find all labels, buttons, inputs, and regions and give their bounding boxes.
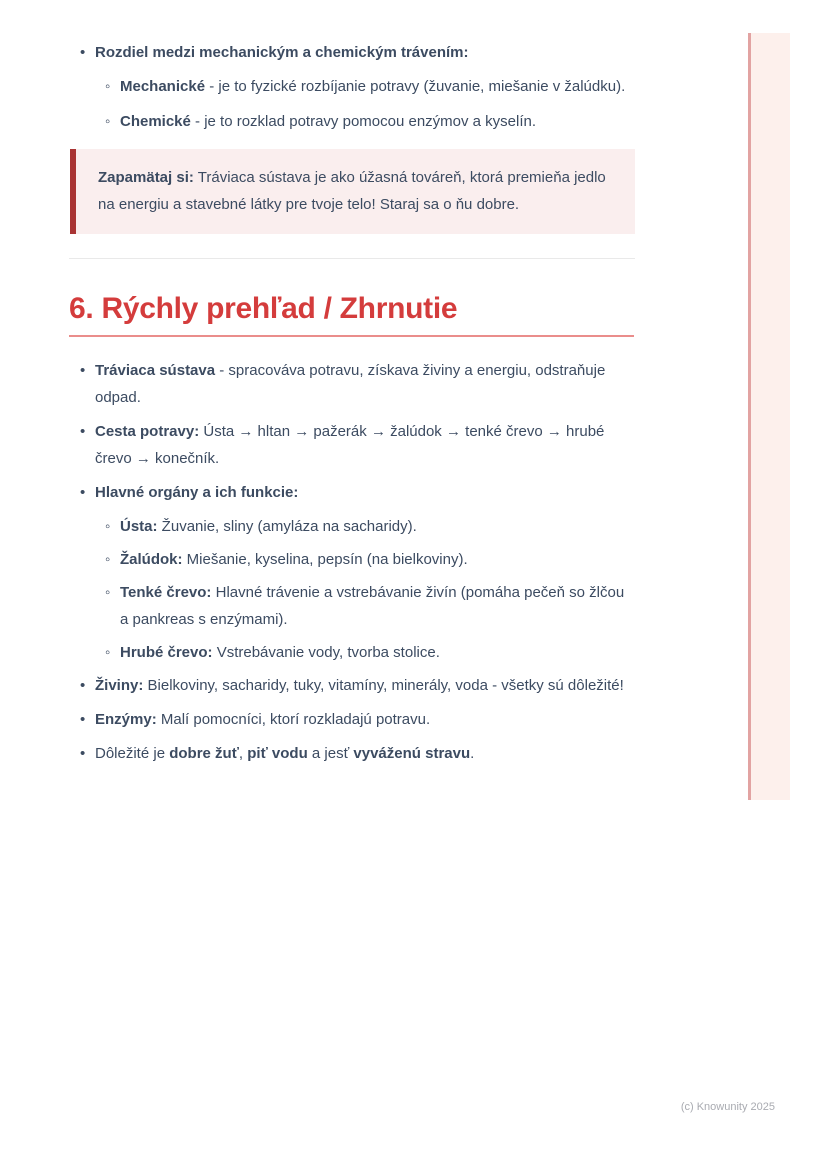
list-item-text: Mechanické - je to fyzické rozbíjanie potravy (žuvanie, miešanie v žalúdku). <box>120 78 626 95</box>
list-item <box>69 740 634 767</box>
list-item-text: Tenké črevo: Hlavné trávenie a vstrebávanie živín (pomáha pečeň so žlčou a pankreas s enzýmami). <box>120 584 625 628</box>
bullet-icon: • <box>80 745 86 762</box>
list-item <box>69 109 634 135</box>
list-item <box>69 74 634 100</box>
sub-bullet-icon: ◦ <box>105 113 111 130</box>
remember-callout-box <box>70 149 635 234</box>
sub-bullet-icon: ◦ <box>105 78 111 95</box>
sub-bullet-icon: ◦ <box>105 644 111 661</box>
list-item-text: Hlavné orgány a ich funkcie: <box>95 484 299 501</box>
sub-bullet-icon: ◦ <box>105 518 111 535</box>
digestion-types-list <box>69 40 634 135</box>
list-item-text: Živiny: Bielkoviny, sacharidy, tuky, vitamíny, minerály, voda - všetky sú dôležité! <box>95 677 624 694</box>
summary-list <box>69 357 634 767</box>
list-item <box>69 706 634 733</box>
bullet-icon: • <box>80 423 86 440</box>
list-item <box>69 513 634 540</box>
document-content <box>69 0 634 774</box>
page-footer: (c) Knowunity 2025 <box>680 1101 775 1113</box>
list-item <box>69 639 634 666</box>
bullet-icon: • <box>80 484 86 501</box>
list-item-text: Enzýmy: Malí pomocníci, ktorí rozkladajú potravu. <box>95 711 431 728</box>
list-item <box>69 672 634 699</box>
list-item <box>69 546 634 573</box>
list-item <box>69 418 634 472</box>
sub-bullet-icon: ◦ <box>105 584 111 601</box>
section-heading: 6. Rýchly prehľad / Zhrnutie <box>69 292 458 325</box>
list-item <box>69 579 634 633</box>
list-item <box>69 40 634 66</box>
list-item-text: Cesta potravy: Ústa → hltan → pažerák → žalúdok → tenké črevo → hrubé črevo → konečník. <box>95 423 605 467</box>
list-item <box>69 479 634 506</box>
page-edge-decoration <box>748 33 790 800</box>
list-item-text: Chemické - je to rozklad potravy pomocou enzýmov a kyselín. <box>120 113 537 130</box>
section-divider <box>69 258 635 259</box>
list-item-text: Rozdiel medzi mechanickým a chemickým trávením: <box>95 44 469 61</box>
list-item <box>69 357 634 411</box>
list-item-text: Žalúdok: Miešanie, kyselina, pepsín (na bielkoviny). <box>120 551 468 568</box>
bullet-icon: • <box>80 711 86 728</box>
sub-bullet-icon: ◦ <box>105 551 111 568</box>
list-item-text: Tráviaca sústava - spracováva potravu, získava živiny a energiu, odstraňuje odpad. <box>95 362 606 406</box>
organs-sublist <box>69 513 634 666</box>
callout-text: Zapamätaj si: Tráviaca sústava je ako úžasná továreň, ktorá premieňa jedlo na energiu a stavebné látky pre tvoje telo! Staraj sa o ňu dobre. <box>98 169 606 213</box>
list-item-text: Ústa: Žuvanie, sliny (amyláza na sacharidy). <box>120 518 417 535</box>
bullet-icon: • <box>80 362 86 379</box>
list-item-text: Hrubé črevo: Vstrebávanie vody, tvorba stolice. <box>120 644 440 661</box>
bullet-icon: • <box>80 44 86 61</box>
heading-underline <box>69 335 634 337</box>
bullet-icon: • <box>80 677 86 694</box>
list-item-text: Dôležité je dobre žuť, piť vodu a jesť vyváženú stravu. <box>95 745 475 762</box>
